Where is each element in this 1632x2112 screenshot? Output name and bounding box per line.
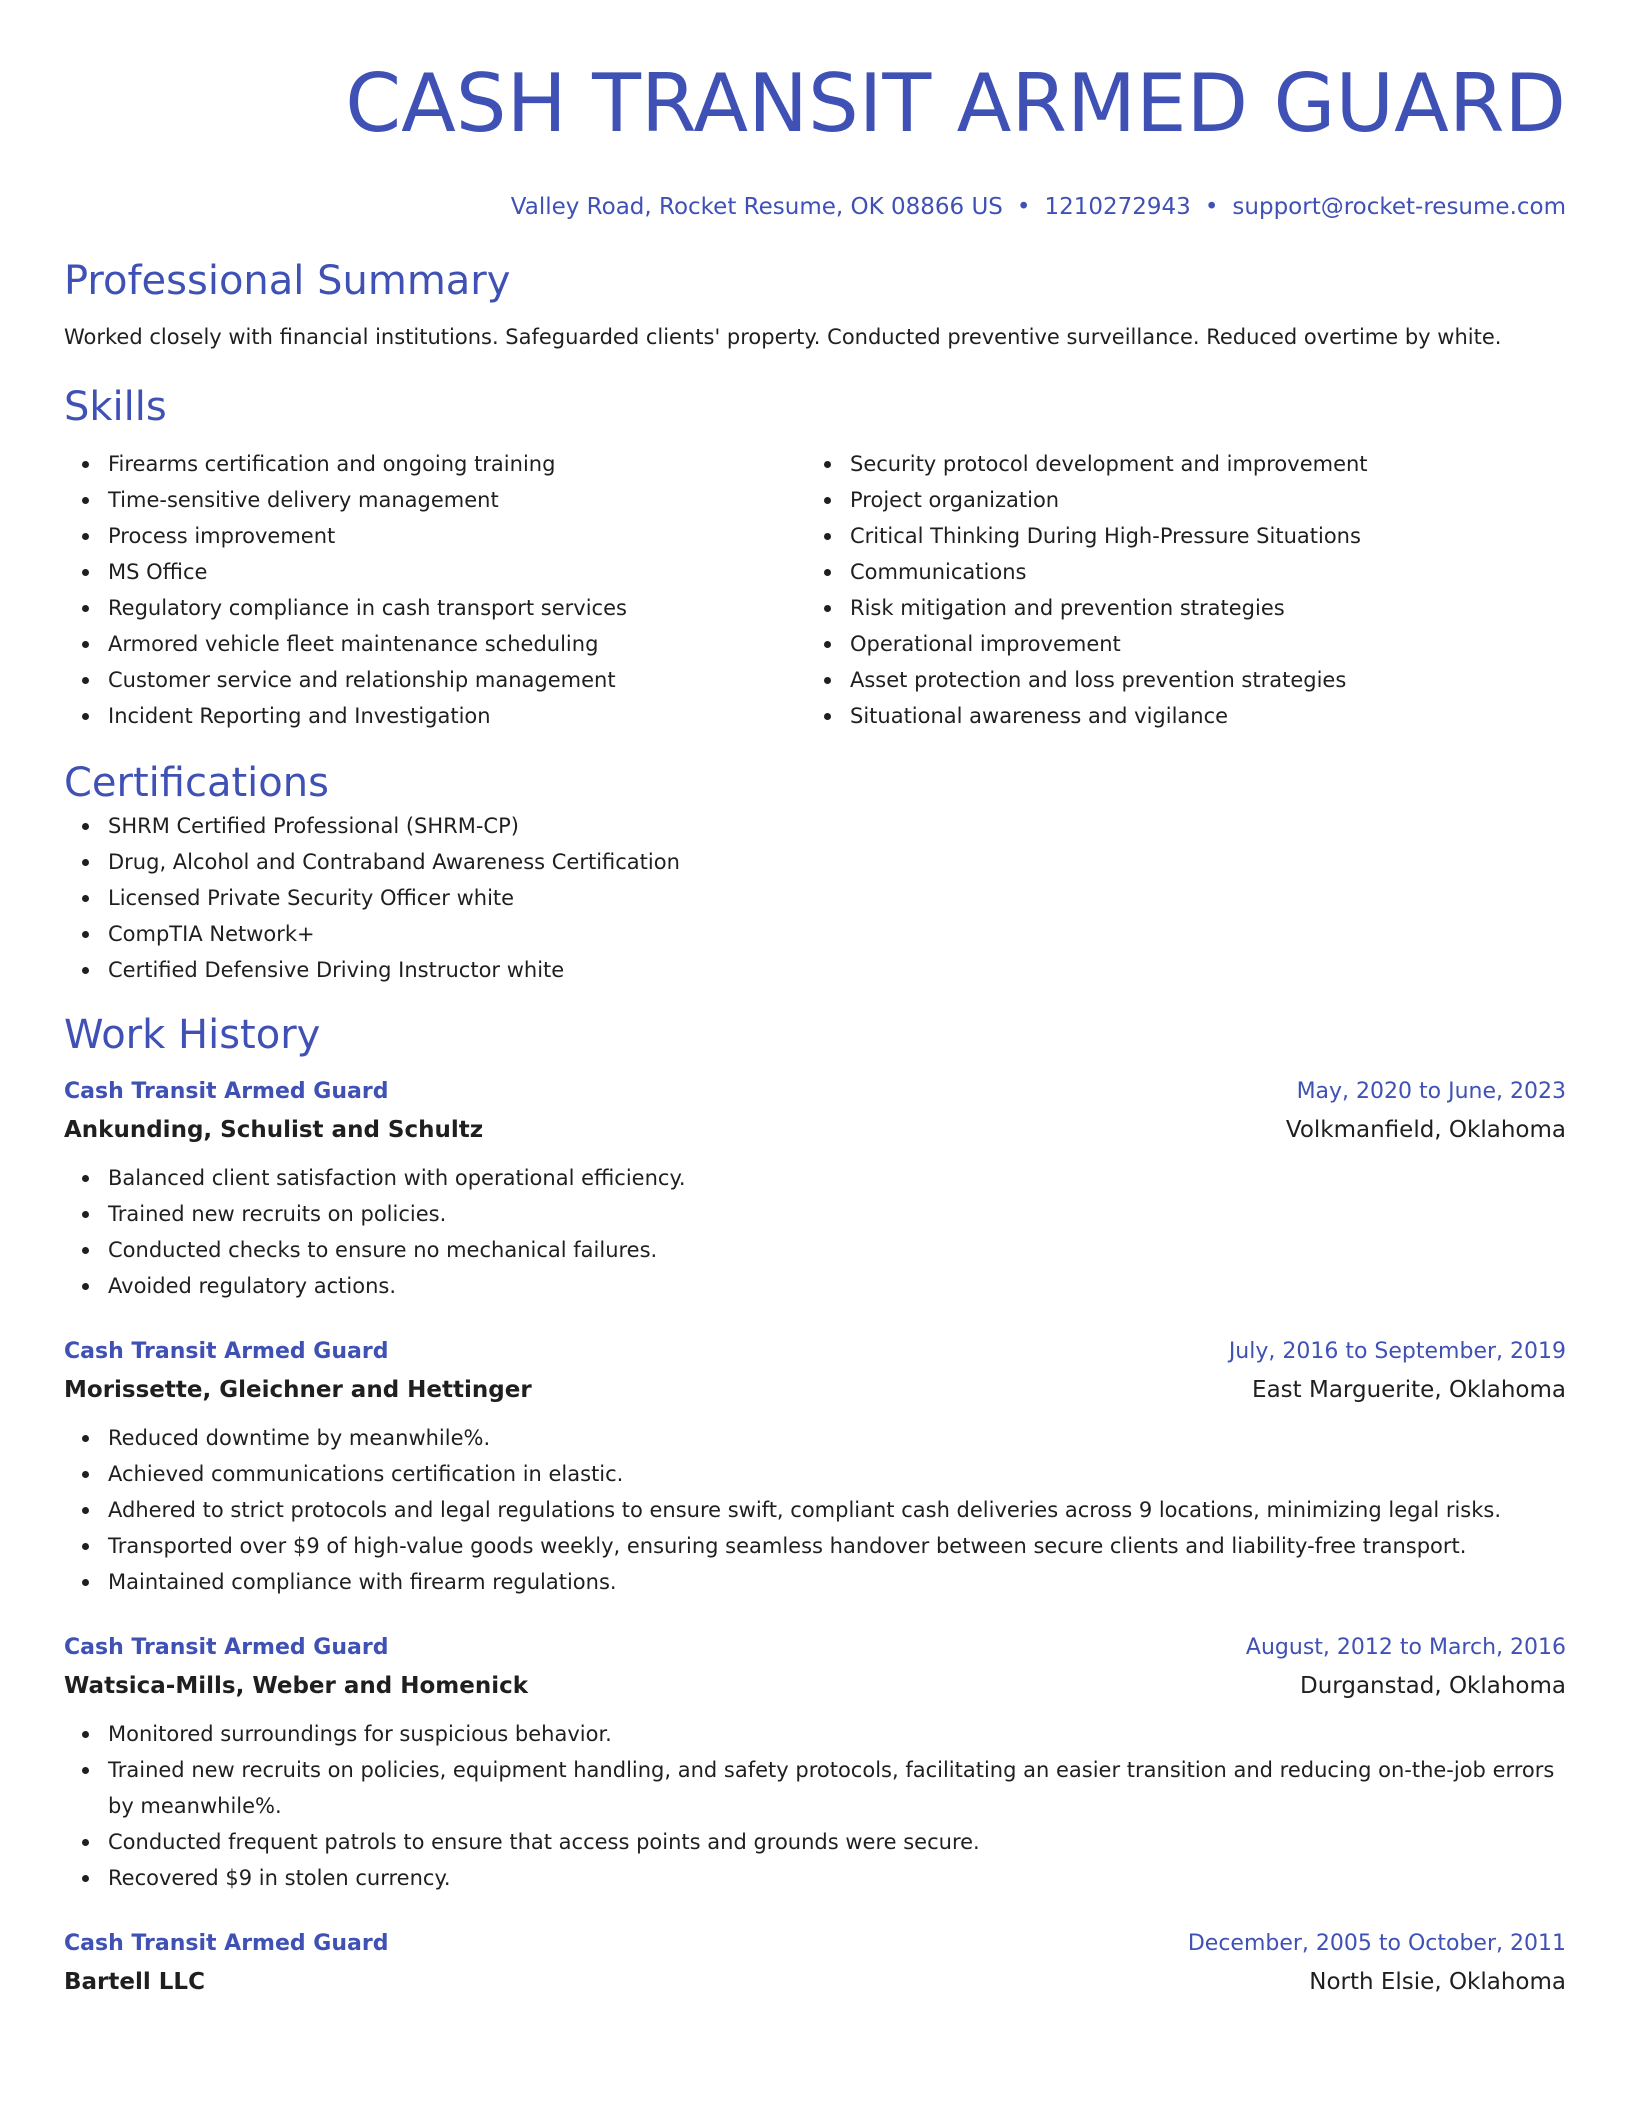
job-company: Ankunding, Schulist and Schultz [64,1117,484,1143]
list-item: Conducted checks to ensure no mechanical failures. [108,1232,1566,1268]
job-title: Cash Transit Armed Guard [64,1079,389,1104]
list-item: Certified Defensive Driving Instructor white [108,952,1566,988]
job-title: Cash Transit Armed Guard [64,1339,389,1364]
job-bullets [64,1160,1566,1304]
list-item: Conducted frequent patrols to ensure that access points and grounds were secure. [108,1824,1566,1860]
job-title: Cash Transit Armed Guard [64,1635,389,1660]
list-item: Incident Reporting and Investigation [108,698,806,734]
list-item: Adhered to strict protocols and legal regulations to ensure swift, compliant cash deliveries across 9 locations, minimizing legal risks. [108,1492,1566,1528]
list-item: Transported over $9 of high-value goods weekly, ensuring seamless handover between secure clients and liability-free transport. [108,1528,1566,1564]
summary-text: Worked closely with financial institutions. Safeguarded clients' property. Conducted preventive surveillance. Reduced overtime by white. [64,325,1502,349]
job-dates: August, 2012 to March, 2016 [1245,1635,1566,1660]
candidate-name: CASH TRANSIT ARMED GUARD [345,57,1566,150]
job-title-row [64,1334,1566,1370]
job-dates: May, 2020 to June, 2023 [1296,1079,1566,1104]
job-entry [64,1334,1566,1600]
list-item: SHRM Certified Professional (SHRM-CP) [108,808,1566,844]
list-item: Drug, Alcohol and Contraband Awareness Certification [108,844,1566,880]
work-history-list [64,1074,1566,2002]
list-item: Project organization [850,482,1548,518]
list-item: Risk mitigation and prevention strategies [850,590,1548,626]
summary-heading: Professional Summary [64,258,511,304]
list-item: Trained new recruits on policies, equipment handling, and safety protocols, facilitating an easier transition and reducing on-the-job errors by meanwhile%. [108,1752,1566,1824]
job-entry [64,1630,1566,1896]
list-item: Recovered $9 in stolen currency. [108,1860,1566,1896]
job-company: Morissette, Gleichner and Hettinger [64,1377,532,1403]
list-item: Asset protection and loss prevention strategies [850,662,1548,698]
job-company-row [64,1666,1566,1706]
job-company-row [64,1110,1566,1150]
job-bullets [64,1716,1566,1896]
list-item: Firearms certification and ongoing training [108,446,806,482]
list-item: Achieved communications certification in elastic. [108,1456,1566,1492]
skills-column-right [806,446,1548,734]
list-item: Licensed Private Security Officer white [108,880,1566,916]
job-title: Cash Transit Armed Guard [64,1931,389,1956]
contact-separator: • [1204,194,1219,220]
list-item: Trained new recruits on policies. [108,1196,1566,1232]
job-title-row [64,1630,1566,1666]
job-location: East Marguerite, Oklahoma [1252,1377,1566,1403]
contact-email: support@rocket-resume.com [1232,194,1566,220]
list-item: CompTIA Network+ [108,916,1566,952]
contact-separator: • [1016,194,1031,220]
list-item: Time-sensitive delivery management [108,482,806,518]
job-dates: December, 2005 to October, 2011 [1187,1931,1566,1956]
list-item: Operational improvement [850,626,1548,662]
job-location: Volkmanfield, Oklahoma [1285,1117,1566,1143]
list-item: Balanced client satisfaction with operational efficiency. [108,1160,1566,1196]
list-item: Monitored surroundings for suspicious behavior. [108,1716,1566,1752]
list-item: Avoided regulatory actions. [108,1268,1566,1304]
list-item: MS Office [108,554,806,590]
resume-page [64,0,1566,2002]
job-dates: July, 2016 to September, 2019 [1228,1339,1566,1364]
list-item: Communications [850,554,1548,590]
job-title-row [64,1926,1566,1962]
job-company: Watsica-Mills, Weber and Homenick [64,1673,529,1699]
work-history-heading: Work History [64,1012,321,1058]
list-item: Armored vehicle fleet maintenance scheduling [108,626,806,662]
job-company: Bartell LLC [64,1969,205,1995]
contact-phone: 1210272943 [1044,194,1191,220]
job-company-row [64,1962,1566,2002]
job-company-row [64,1370,1566,1410]
certifications-heading: Certifications [64,760,329,806]
skills-heading: Skills [64,384,167,430]
list-item: Reduced downtime by meanwhile%. [108,1420,1566,1456]
job-entry [64,1926,1566,2002]
list-item: Situational awareness and vigilance [850,698,1548,734]
list-item: Regulatory compliance in cash transport services [108,590,806,626]
skills-column-left [64,446,806,734]
contact-address: Valley Road, Rocket Resume, OK 08866 US [510,194,1003,220]
job-location: Durganstad, Oklahoma [1300,1673,1566,1699]
job-title-row [64,1074,1566,1110]
contact-line [64,192,1566,222]
skills-columns [64,446,1566,734]
list-item: Security protocol development and improvement [850,446,1548,482]
list-item: Customer service and relationship management [108,662,806,698]
job-bullets [64,1420,1566,1600]
job-entry [64,1074,1566,1304]
skills-list-left [64,446,806,734]
certifications-list [64,808,1566,988]
skills-list-right [806,446,1548,734]
list-item: Maintained compliance with firearm regulations. [108,1564,1566,1600]
job-location: North Elsie, Oklahoma [1309,1969,1566,1995]
list-item: Critical Thinking During High-Pressure Situations [850,518,1548,554]
list-item: Process improvement [108,518,806,554]
resume-header [64,0,1566,222]
